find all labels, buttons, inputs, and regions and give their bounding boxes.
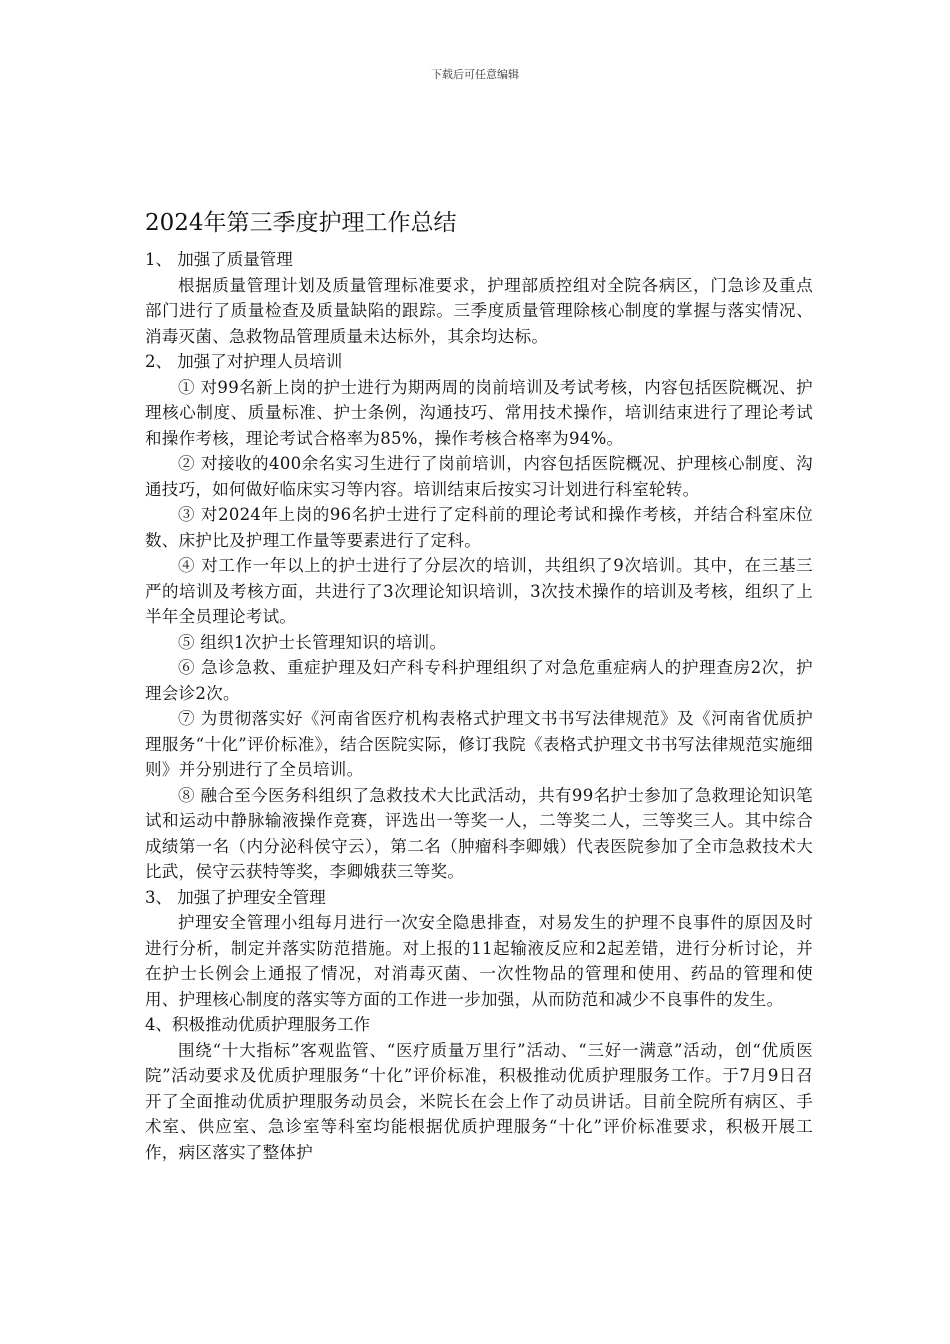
list-item: ④ 对工作一年以上的护士进行了分层次的培训，共组织了9次培训。其中，在三基三严的培训及考核方面，共进行了3次理论知识培训，3次技术操作的培训及考核，组织了上半年全员理论考试。 xyxy=(145,556,813,626)
header-note: 下载后可任意编辑 xyxy=(431,68,519,81)
training-items xyxy=(145,375,813,885)
paragraph: 围绕“十大指标”客观监管、“医疗质量万里行”活动、“三好一满意”活动，创“优质医院”活动要求及优质护理服务“十化”评价标准，积极推动优质护理服务工作。于7月9日召开了全面推动优质护理服务动员会，米院长在会上作了动员讲话。目前全院所有病区、手术室、供应室、急诊室等科室均能根据优质护理服务“十化”评价标准要求，积极开展工作，病区落实了整体护 xyxy=(145,1040,813,1162)
section-heading: 1、 加强了质量管理 xyxy=(145,250,293,269)
list-item: ① 对99名新上岗的护士进行为期两周的岗前培训及考试考核，内容包括医院概况、护理核心制度、质量标准、护士条例，沟通技巧、常用技术操作，培训结束进行了理论考试和操作考核，理论考试合格率为85%，操作考核合格率为94%。 xyxy=(145,377,813,448)
list-item: ⑤ 组织1次护士长管理知识的培训。 xyxy=(178,632,447,652)
section-training xyxy=(145,349,813,885)
list-item: ⑦ 为贯彻落实好《河南省医疗机构表格式护理文书书写法律规范》及《河南省优质护理服务“十化”评价标准》，结合医院实际，修订我院《表格式护理文书书写法律规范实施细则》并分别进行了全员培训。 xyxy=(145,709,813,779)
list-item: ⑧ 融合至今医务科组织了急救技术大比武活动，共有99名护士参加了急救理论知识笔试和运动中静脉输液操作竞赛，评选出一等奖一人，二等奖二人，三等奖三人。其中综合成绩第一名（内分泌科侯守云），第二名（肿瘤科李卿娥）代表医院参加了全市急救技术大比武，侯守云获特等奖，李卿娥获三等奖。 xyxy=(145,785,813,881)
paragraph: 根据质量管理计划及质量管理标准要求，护理部质控组对全院各病区，门急诊及重点部门进行了质量检查及质量缺陷的跟踪。三季度质量管理除核心制度的掌握与落实情况、消毒灭菌、急救物品管理质量未达标外，其余均达标。 xyxy=(145,275,813,346)
section-quality xyxy=(145,247,813,349)
section-heading: 4、积极推动优质护理服务工作 xyxy=(145,1015,370,1034)
document-title: 2024年第三季度护理工作总结 xyxy=(145,210,457,236)
section-heading: 2、 加强了对护理人员培训 xyxy=(145,352,343,371)
list-item: ② 对接收的400余名实习生进行了岗前培训，内容包括医院概况、护理核心制度、沟通技巧，如何做好临床实习等内容。培训结束后按实习计划进行科室轮转。 xyxy=(145,454,813,499)
document-body xyxy=(145,203,813,1165)
list-item: ③ 对2024年上岗的96名护士进行了定科前的理论考试和操作考核，并结合科室床位数、床护比及护理工作量等要素进行了定科。 xyxy=(145,505,813,550)
section-heading: 3、 加强了护理安全管理 xyxy=(145,887,326,907)
list-item: ⑥ 急诊急救、重症护理及妇产科专科护理组织了对急危重症病人的护理查房2次，护理会诊2次。 xyxy=(145,658,813,703)
section-quality-service xyxy=(145,1012,813,1165)
paragraph: 护理安全管理小组每月进行一次安全隐患排查，对易发生的护理不良事件的原因及时进行分析，制定并落实防范措施。对上报的11起输液反应和2起差错，进行分析讨论，并在护士长例会上通报了情况，对消毒灭菌、一次性物品的管理和使用、药品的管理和使用、护理核心制度的落实等方面的工作进一步加强，从而防范和减少不良事件的发生。 xyxy=(145,913,813,1009)
section-safety xyxy=(145,885,813,1013)
